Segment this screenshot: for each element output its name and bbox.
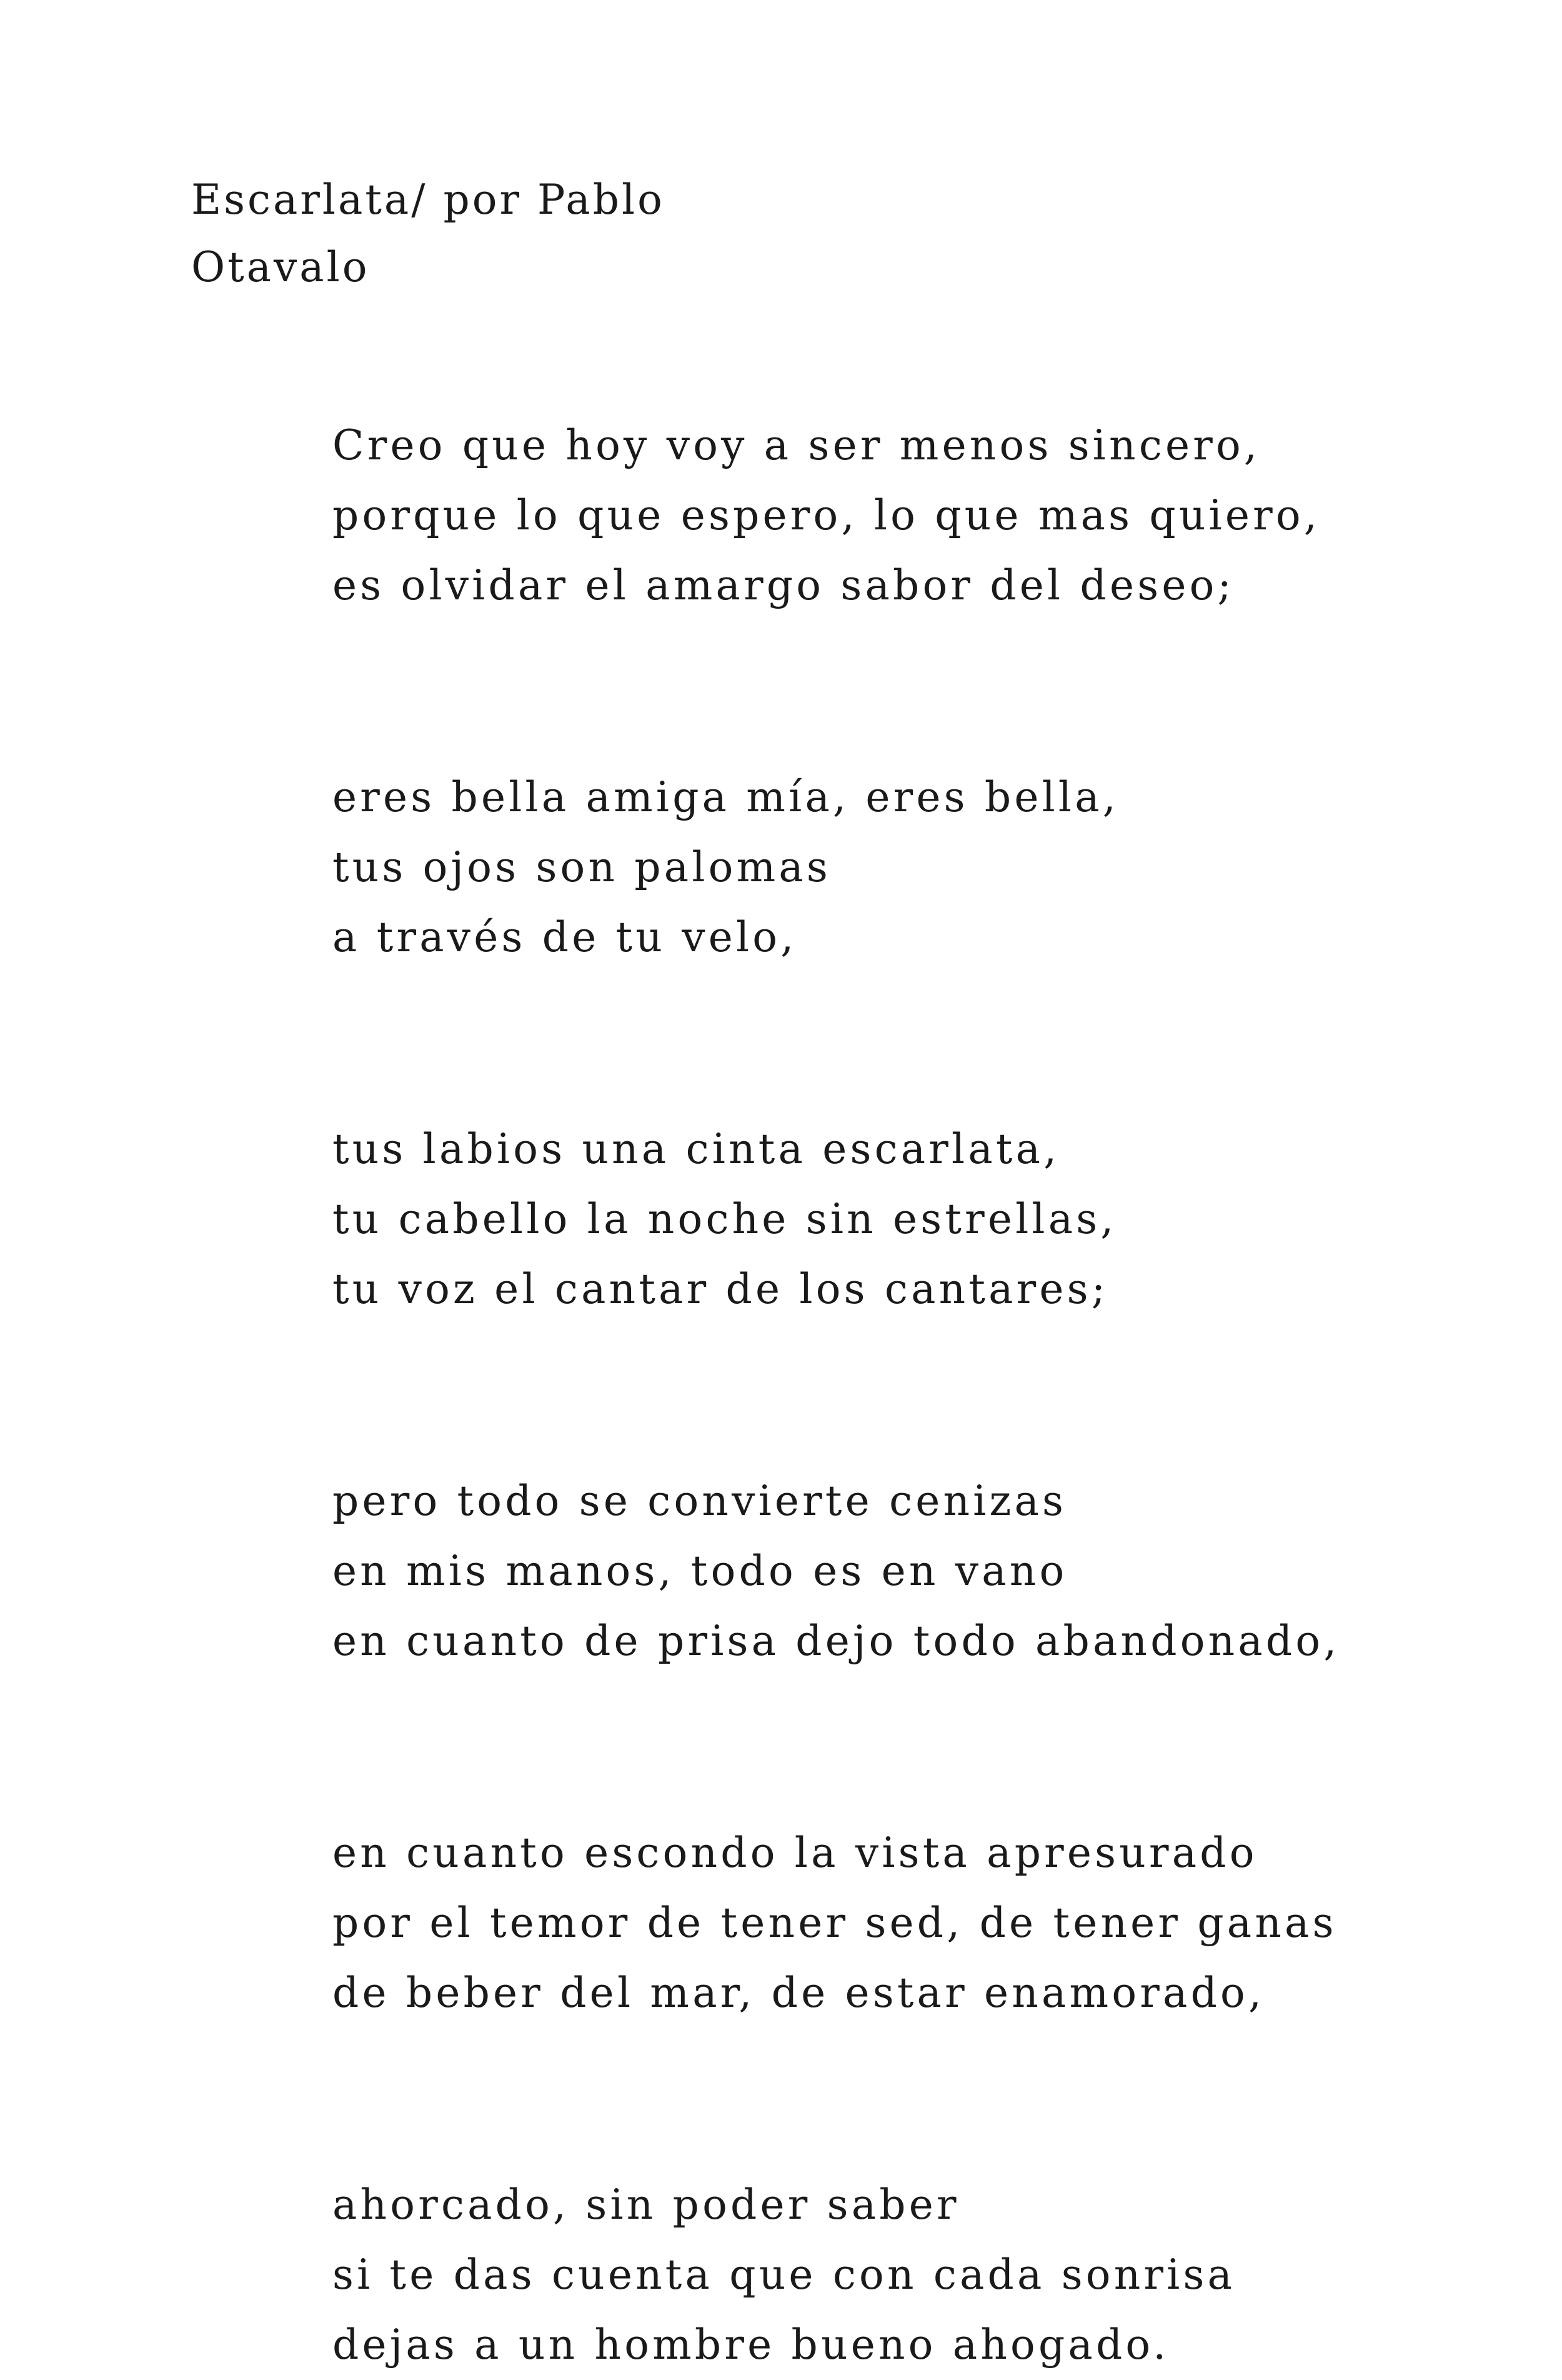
verse-line: a través de tu velo, [332,913,797,961]
verse-line: tu voz el cantar de los cantares; [332,1265,1109,1313]
verse-line: por el temor de tener sed, de tener ganas [332,1899,1337,1947]
verse-line: si te das cuenta que con cada sonrisa [332,2251,1236,2299]
verse-line: de beber del mar, de estar enamorado, [332,1969,1265,2017]
stanza-4 [332,1466,1340,1676]
title-line-2: Otavalo [191,243,370,291]
verse-line: en mis manos, todo es en vano [332,1547,1068,1595]
verse-line: porque lo que espero, lo que mas quiero, [332,491,1321,539]
verse-line: ahorcado, sin poder saber [332,2181,960,2229]
verse-line: es olvidar el amargo sabor del deseo; [332,561,1235,609]
verse-line: en cuanto de prisa dejo todo abandonado, [332,1617,1340,1665]
stanza-2 [332,762,1340,972]
title-line-1: Escarlata/ por Pablo [191,176,665,224]
stanza-3 [332,1114,1340,1324]
stanza-1 [332,411,1340,621]
verse-line: pero todo se convierte cenizas [332,1477,1067,1525]
verse-line: en cuanto escondo la vista apresurado [332,1829,1258,1877]
verse-line: tus labios una cinta escarlata, [332,1125,1060,1173]
poem-title [191,166,665,301]
stanza-6 [332,2170,1340,2380]
stanza-5 [332,1818,1340,2028]
verse-line: Creo que hoy voy a ser menos sincero, [332,421,1261,469]
verse-line: tus ojos son palomas [332,843,831,891]
poem-body [332,411,1340,2380]
verse-line: dejas a un hombre bueno ahogado. [332,2321,1170,2369]
verse-line: eres bella amiga mía, eres bella, [332,773,1119,821]
verse-line: tu cabello la noche sin estrellas, [332,1195,1117,1243]
